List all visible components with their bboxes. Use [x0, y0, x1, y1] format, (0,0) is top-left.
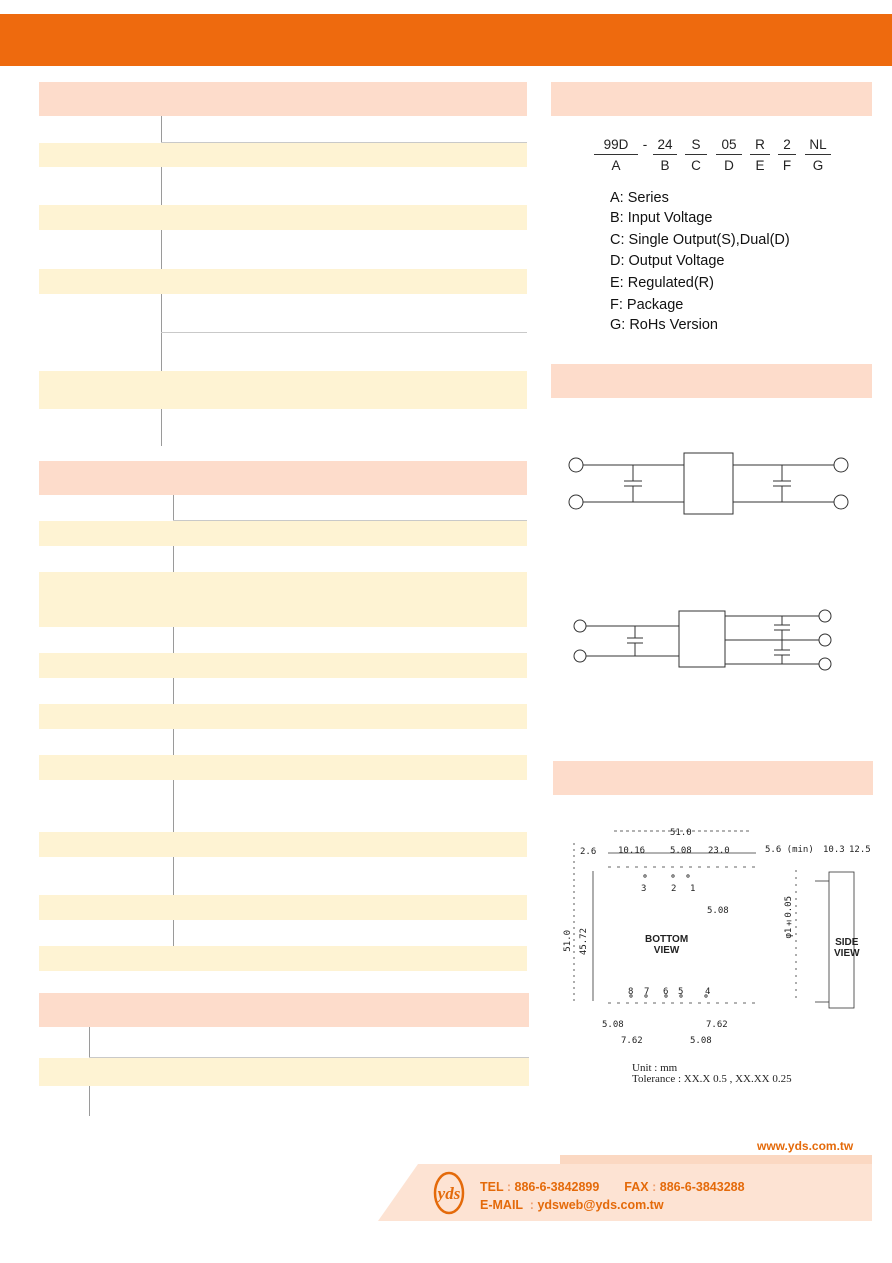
code-part: 24 — [657, 137, 673, 152]
code-letter: F — [782, 158, 792, 173]
dim-height-outer: 51.0 — [563, 930, 573, 952]
footer-rule — [560, 1155, 872, 1164]
side-view-label: SIDE VIEW — [834, 937, 860, 959]
table-row — [39, 143, 527, 167]
fax-label: FAX — [624, 1180, 649, 1194]
code-dash: - — [642, 137, 648, 152]
table-row — [39, 946, 527, 971]
footer-email-line: E-MAIL : ydsweb@yds.com.tw — [480, 1198, 664, 1212]
legend-item: D: Output Voltage — [610, 253, 725, 269]
dim-side-a: 10.3 — [823, 845, 845, 855]
dim-overall-width: 51.0 — [670, 828, 692, 838]
single-output-schematic — [560, 448, 860, 523]
converter-box — [684, 453, 733, 514]
code-underline — [805, 154, 831, 155]
section-header-1 — [39, 82, 527, 116]
terminal-icon — [569, 458, 583, 472]
table-row — [39, 521, 527, 546]
terminal-icon — [834, 458, 848, 472]
code-letter: A — [611, 158, 621, 173]
code-letter: E — [755, 158, 765, 173]
converter-box — [679, 611, 725, 667]
email-label: E-MAIL — [480, 1198, 523, 1212]
unit-note: Unit : mm — [632, 1062, 678, 1074]
pin-label: 7 — [644, 987, 650, 997]
top-banner — [0, 14, 892, 66]
code-letter: D — [724, 158, 734, 173]
logo-text: yds — [437, 1184, 461, 1203]
dim-left-small: 2.6 — [580, 847, 597, 857]
pin-label: 2 — [671, 884, 677, 894]
dim-bottom-right2: 5.08 — [690, 1036, 712, 1046]
terminal-icon — [819, 634, 831, 646]
code-part: 05 — [721, 137, 737, 152]
code-letter: G — [812, 158, 824, 173]
pin-label: 3 — [641, 884, 647, 894]
table-row — [39, 704, 527, 729]
dim-bottom-left: 5.08 — [602, 1020, 624, 1030]
pin-label: 6 — [663, 987, 669, 997]
row-separator — [161, 142, 527, 143]
pin-label: 4 — [705, 987, 711, 997]
legend-item: B: Input Voltage — [610, 210, 713, 226]
table-row — [39, 895, 527, 920]
table-row — [39, 653, 527, 678]
terminal-icon — [569, 495, 583, 509]
tel-label: TEL — [480, 1180, 504, 1194]
fax-value: 886-6-3843288 — [659, 1180, 745, 1194]
table-row — [39, 205, 527, 230]
code-underline — [685, 154, 707, 155]
dual-output-schematic — [566, 603, 846, 675]
legend-item: C: Single Output(S),Dual(D) — [610, 232, 790, 248]
row-separator — [161, 332, 527, 333]
footer-phone-line: TEL : 886-6-3842899 FAX : 886-6-3843288 — [480, 1180, 745, 1194]
terminal-icon — [819, 658, 831, 670]
company-logo — [429, 1166, 469, 1218]
section-header-dimensions — [553, 761, 873, 795]
dim-min: 5.6 (min) — [765, 845, 814, 855]
website-link[interactable]: www.yds.com.tw — [757, 1139, 854, 1153]
table-row — [39, 755, 527, 780]
dim-side-b: 12.5 — [849, 845, 871, 855]
code-part: 99D — [603, 137, 629, 152]
tolerance-note: Tolerance : XX.X 0.5 , XX.XX 0.25 — [632, 1073, 792, 1085]
tel-value: 886-6-3842899 — [514, 1180, 600, 1194]
bottom-view-label: BOTTOM VIEW — [645, 934, 689, 956]
pin-label: 5 — [678, 987, 684, 997]
table-row — [39, 1058, 529, 1086]
terminal-icon — [574, 650, 586, 662]
dim-top-left: 10.16 — [618, 846, 646, 856]
code-part: 2 — [783, 137, 791, 152]
table-row — [39, 371, 527, 409]
terminal-icon — [574, 620, 586, 632]
terminal-icon — [819, 610, 831, 622]
legend-item: E: Regulated(R) — [610, 275, 714, 291]
pin-label: 1 — [690, 884, 696, 894]
code-underline — [778, 154, 796, 155]
code-part: NL — [809, 137, 827, 152]
code-underline — [716, 154, 742, 155]
legend-item: G: RoHs Version — [610, 317, 718, 333]
section-header-connection — [551, 364, 872, 398]
table-row — [39, 269, 527, 294]
code-part: R — [755, 137, 765, 152]
terminal-icon — [834, 495, 848, 509]
section-header-part-number — [551, 82, 872, 116]
code-letter: C — [691, 158, 701, 173]
pin-label: 8 — [628, 987, 634, 997]
email-link[interactable]: ydsweb@yds.com.tw — [537, 1198, 664, 1212]
table-row — [39, 832, 527, 857]
section-header-2 — [39, 461, 527, 495]
legend-item: A: Series — [610, 190, 669, 206]
code-part: S — [691, 137, 701, 152]
dim-pin-diameter: φ1±0.05 — [784, 896, 794, 939]
code-underline — [750, 154, 770, 155]
dim-bottom-right: 7.62 — [706, 1020, 728, 1030]
dim-pin-spacing: 5.08 — [707, 906, 729, 916]
dim-bottom-left2: 7.62 — [621, 1036, 643, 1046]
dim-top-right: 23.0 — [708, 846, 730, 856]
table-row — [39, 572, 527, 627]
code-underline — [653, 154, 677, 155]
dim-height-inner: 45.72 — [579, 928, 589, 956]
code-underline — [594, 154, 638, 155]
section-header-3 — [39, 993, 529, 1027]
code-letter: B — [660, 158, 670, 173]
legend-item: F: Package — [610, 297, 684, 313]
dim-top-mid: 5.08 — [670, 846, 692, 856]
